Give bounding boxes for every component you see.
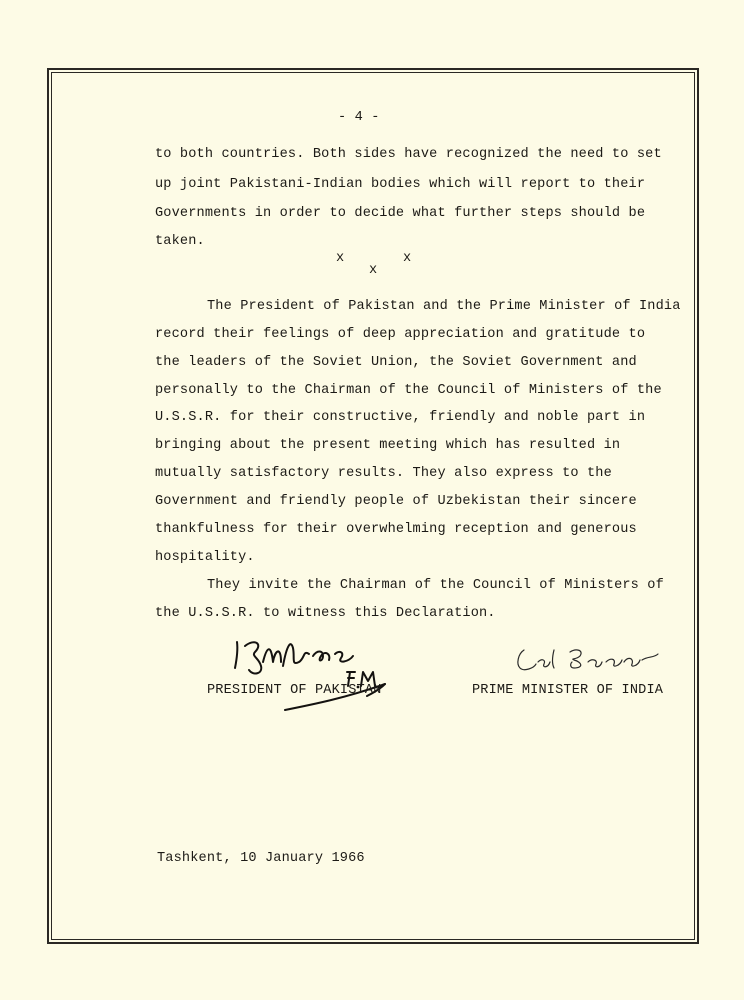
text-line: Governments in order to decide what further steps should be bbox=[155, 206, 646, 221]
separator-mark: x bbox=[336, 251, 345, 266]
text-line: thankfulness for their overwhelming reception and generous bbox=[155, 522, 637, 537]
text-line: Government and friendly people of Uzbekistan their sincere bbox=[155, 494, 637, 509]
prime-minister-title: PRIME MINISTER OF INDIA bbox=[472, 683, 664, 698]
text-line: hospitality. bbox=[155, 550, 255, 565]
text-line: U.S.S.R. for their constructive, friendly and noble part in bbox=[155, 410, 646, 425]
president-signature-image bbox=[225, 632, 405, 716]
text-line: They invite the Chairman of the Council of Ministers of bbox=[207, 578, 664, 593]
prime-minister-signature-image bbox=[512, 644, 662, 680]
text-line: record their feelings of deep appreciation and gratitude to bbox=[155, 327, 646, 342]
president-title: PRESIDENT OF PAKISTAN bbox=[207, 683, 382, 698]
separator-mark: x bbox=[403, 251, 412, 266]
text-line: personally to the Chairman of the Council of Ministers of the bbox=[155, 383, 662, 398]
text-line: bringing about the present meeting which has resulted in bbox=[155, 438, 621, 453]
text-line: taken. bbox=[155, 234, 205, 249]
text-line: mutually satisfactory results. They also express to the bbox=[155, 466, 612, 481]
text-line: up joint Pakistani-Indian bodies which will report to their bbox=[155, 177, 646, 192]
text-line: the U.S.S.R. to witness this Declaration. bbox=[155, 606, 496, 621]
page-number: - 4 - bbox=[338, 110, 380, 125]
separator-mark: x bbox=[369, 263, 378, 278]
text-line: the leaders of the Soviet Union, the Soviet Government and bbox=[155, 355, 637, 370]
text-line: to both countries. Both sides have recognized the need to set bbox=[155, 147, 662, 162]
place-date: Tashkent, 10 January 1966 bbox=[157, 851, 365, 866]
text-line: The President of Pakistan and the Prime Minister of India bbox=[207, 299, 681, 314]
